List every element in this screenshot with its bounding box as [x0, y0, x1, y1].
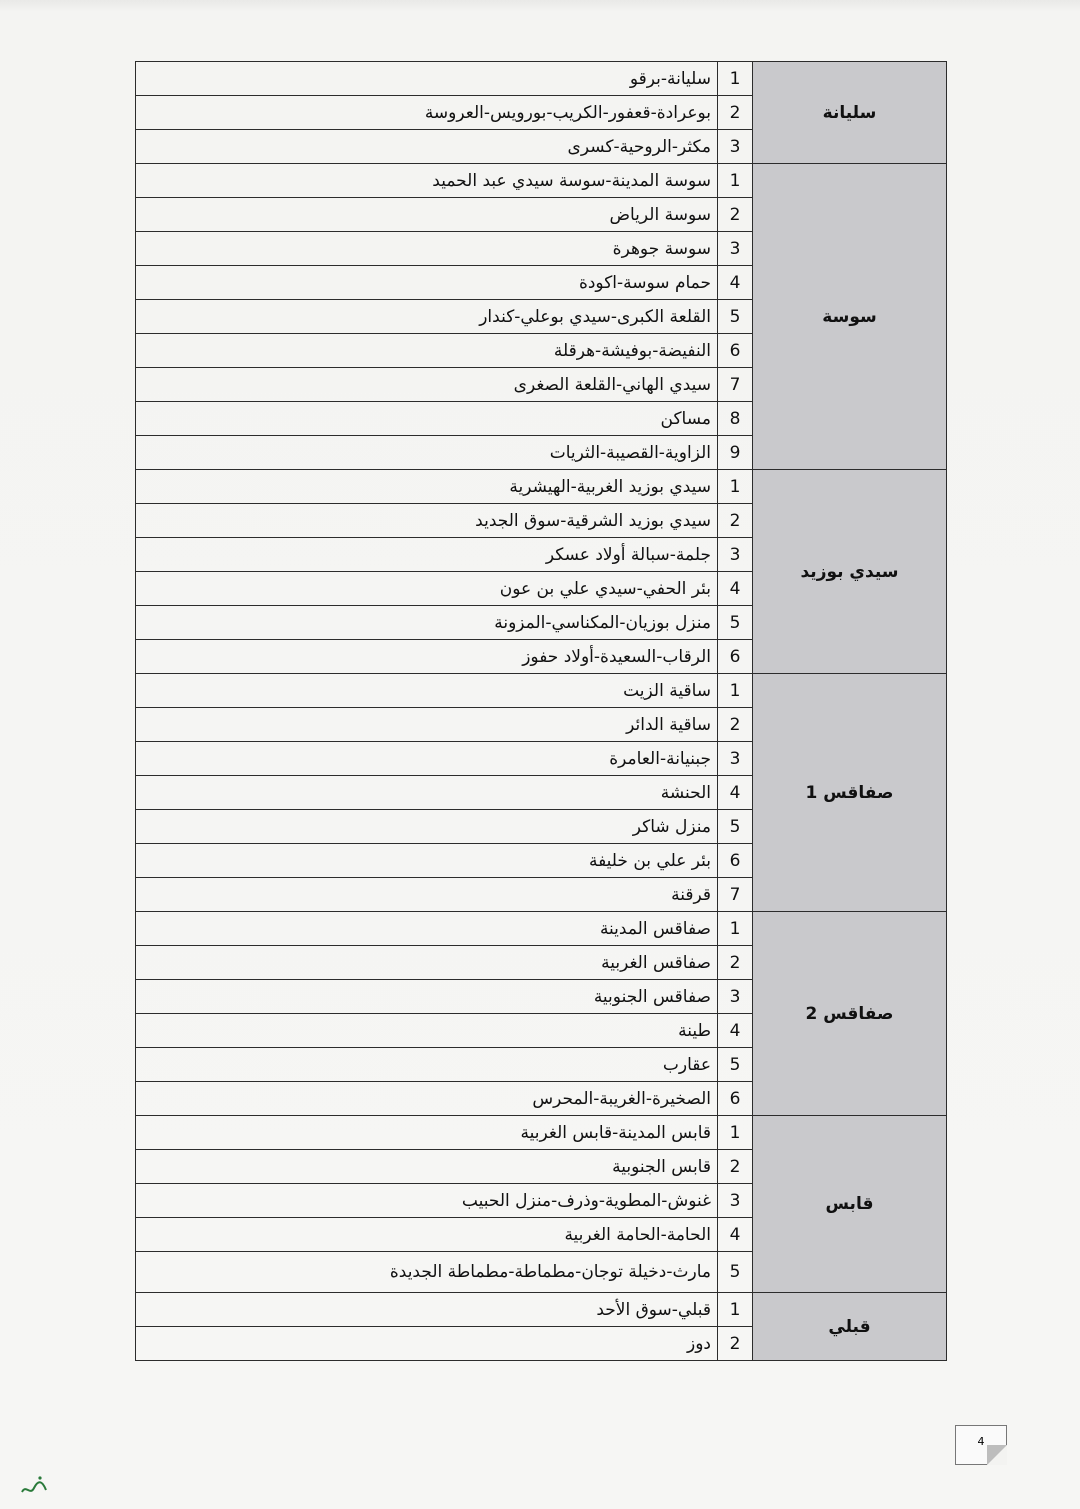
row-number: 4	[718, 572, 753, 606]
row-number: 2	[718, 946, 753, 980]
delegation-name: سليانة-برقو	[136, 62, 718, 96]
delegation-name: سيدي بوزيد الشرقية-سوق الجديد	[136, 504, 718, 538]
delegation-name: سوسة المدينة-سوسة سيدي عبد الحميد	[136, 164, 718, 198]
delegation-name: الزاوية-القصيبة-الثريات	[136, 436, 718, 470]
delegation-name: بئر الحفي-سيدي علي بن عون	[136, 572, 718, 606]
table-row	[136, 674, 947, 708]
delegation-name: ساقية الزيت	[136, 674, 718, 708]
row-number: 2	[718, 198, 753, 232]
delegation-name: مساكن	[136, 402, 718, 436]
row-number: 3	[718, 130, 753, 164]
table-row	[136, 470, 947, 504]
row-number: 9	[718, 436, 753, 470]
delegation-name: بئر علي بن خليفة	[136, 844, 718, 878]
row-number: 1	[718, 470, 753, 504]
delegation-name: سوسة جوهرة	[136, 232, 718, 266]
row-number: 1	[718, 62, 753, 96]
row-number: 5	[718, 1048, 753, 1082]
row-number: 4	[718, 1218, 753, 1252]
row-number: 1	[718, 1116, 753, 1150]
row-number: 8	[718, 402, 753, 436]
delegation-name: مكثر-الروحية-كسرى	[136, 130, 718, 164]
delegation-name: القلعة الكبرى-سيدي بوعلي-كندار	[136, 300, 718, 334]
delegation-name: بوعرادة-قعفور-الكريب-بورويس-العروسة	[136, 96, 718, 130]
delegation-name: طينة	[136, 1014, 718, 1048]
governorate-name: صفاقس 1	[753, 674, 947, 912]
row-number: 1	[718, 164, 753, 198]
delegation-name: الحنشة	[136, 776, 718, 810]
delegation-name: حمام سوسة-اكودة	[136, 266, 718, 300]
row-number: 4	[718, 1014, 753, 1048]
delegation-name: الرقاب-السعيدة-أولاد حفوز	[136, 640, 718, 674]
row-number: 6	[718, 1082, 753, 1116]
governorate-name: صفاقس 2	[753, 912, 947, 1116]
row-number: 2	[718, 96, 753, 130]
delegation-name: سيدي الهاني-القلعة الصغرى	[136, 368, 718, 402]
delegation-name: صفاقس الغربية	[136, 946, 718, 980]
row-number: 3	[718, 232, 753, 266]
row-number: 6	[718, 844, 753, 878]
row-number: 1	[718, 912, 753, 946]
delegation-name: سوسة الرياض	[136, 198, 718, 232]
delegation-name: قابس الجنوبية	[136, 1150, 718, 1184]
delegation-name: قرقنة	[136, 878, 718, 912]
regions-table-body	[136, 62, 947, 1361]
row-number: 3	[718, 742, 753, 776]
governorate-name: قبلي	[753, 1293, 947, 1361]
table-row	[136, 1293, 947, 1327]
row-number: 1	[718, 1293, 753, 1327]
handwritten-initials	[18, 1470, 52, 1500]
governorate-name: سوسة	[753, 164, 947, 470]
row-number: 7	[718, 368, 753, 402]
delegation-name: سيدي بوزيد الغربية-الهيشرية	[136, 470, 718, 504]
delegation-name: مارث-دخيلة توجان-مطماطة-مطماطة الجديدة	[136, 1252, 718, 1293]
row-number: 3	[718, 1184, 753, 1218]
row-number: 2	[718, 504, 753, 538]
delegation-name: ساقية الدائر	[136, 708, 718, 742]
page-number: 4	[955, 1425, 1007, 1465]
row-number: 3	[718, 980, 753, 1014]
delegation-name: الصخيرة-الغريبة-المحرس	[136, 1082, 718, 1116]
delegation-name: قابس المدينة-قابس الغربية	[136, 1116, 718, 1150]
row-number: 5	[718, 300, 753, 334]
delegation-name: منزل بوزيان-المكناسي-المزونة	[136, 606, 718, 640]
delegation-name: جبنيانة-العامرة	[136, 742, 718, 776]
row-number: 5	[718, 810, 753, 844]
table-row	[136, 912, 947, 946]
delegation-name: عقارب	[136, 1048, 718, 1082]
governorate-name: قابس	[753, 1116, 947, 1293]
row-number: 7	[718, 878, 753, 912]
delegation-name: النفيضة-بوفيشة-هرقلة	[136, 334, 718, 368]
delegation-name: غنوش-المطوية-وذرف-منزل الحبيب	[136, 1184, 718, 1218]
delegation-name: صفاقس الجنوبية	[136, 980, 718, 1014]
governorate-name: سليانة	[753, 62, 947, 164]
table-row	[136, 62, 947, 96]
row-number: 6	[718, 334, 753, 368]
regions-table	[135, 61, 947, 1361]
row-number: 4	[718, 266, 753, 300]
table-row	[136, 164, 947, 198]
delegation-name: صفاقس المدينة	[136, 912, 718, 946]
row-number: 2	[718, 1150, 753, 1184]
row-number: 1	[718, 674, 753, 708]
governorate-name: سيدي بوزيد	[753, 470, 947, 674]
delegation-name: منزل شاكر	[136, 810, 718, 844]
row-number: 5	[718, 1252, 753, 1293]
row-number: 4	[718, 776, 753, 810]
table-row	[136, 1116, 947, 1150]
row-number: 2	[718, 708, 753, 742]
row-number: 2	[718, 1327, 753, 1361]
delegation-name: الحامة-الحامة الغربية	[136, 1218, 718, 1252]
delegation-name: جلمة-سبالة أولاد عسكر	[136, 538, 718, 572]
delegation-name: قبلي-سوق الأحد	[136, 1293, 718, 1327]
row-number: 6	[718, 640, 753, 674]
delegation-name: دوز	[136, 1327, 718, 1361]
row-number: 5	[718, 606, 753, 640]
row-number: 3	[718, 538, 753, 572]
